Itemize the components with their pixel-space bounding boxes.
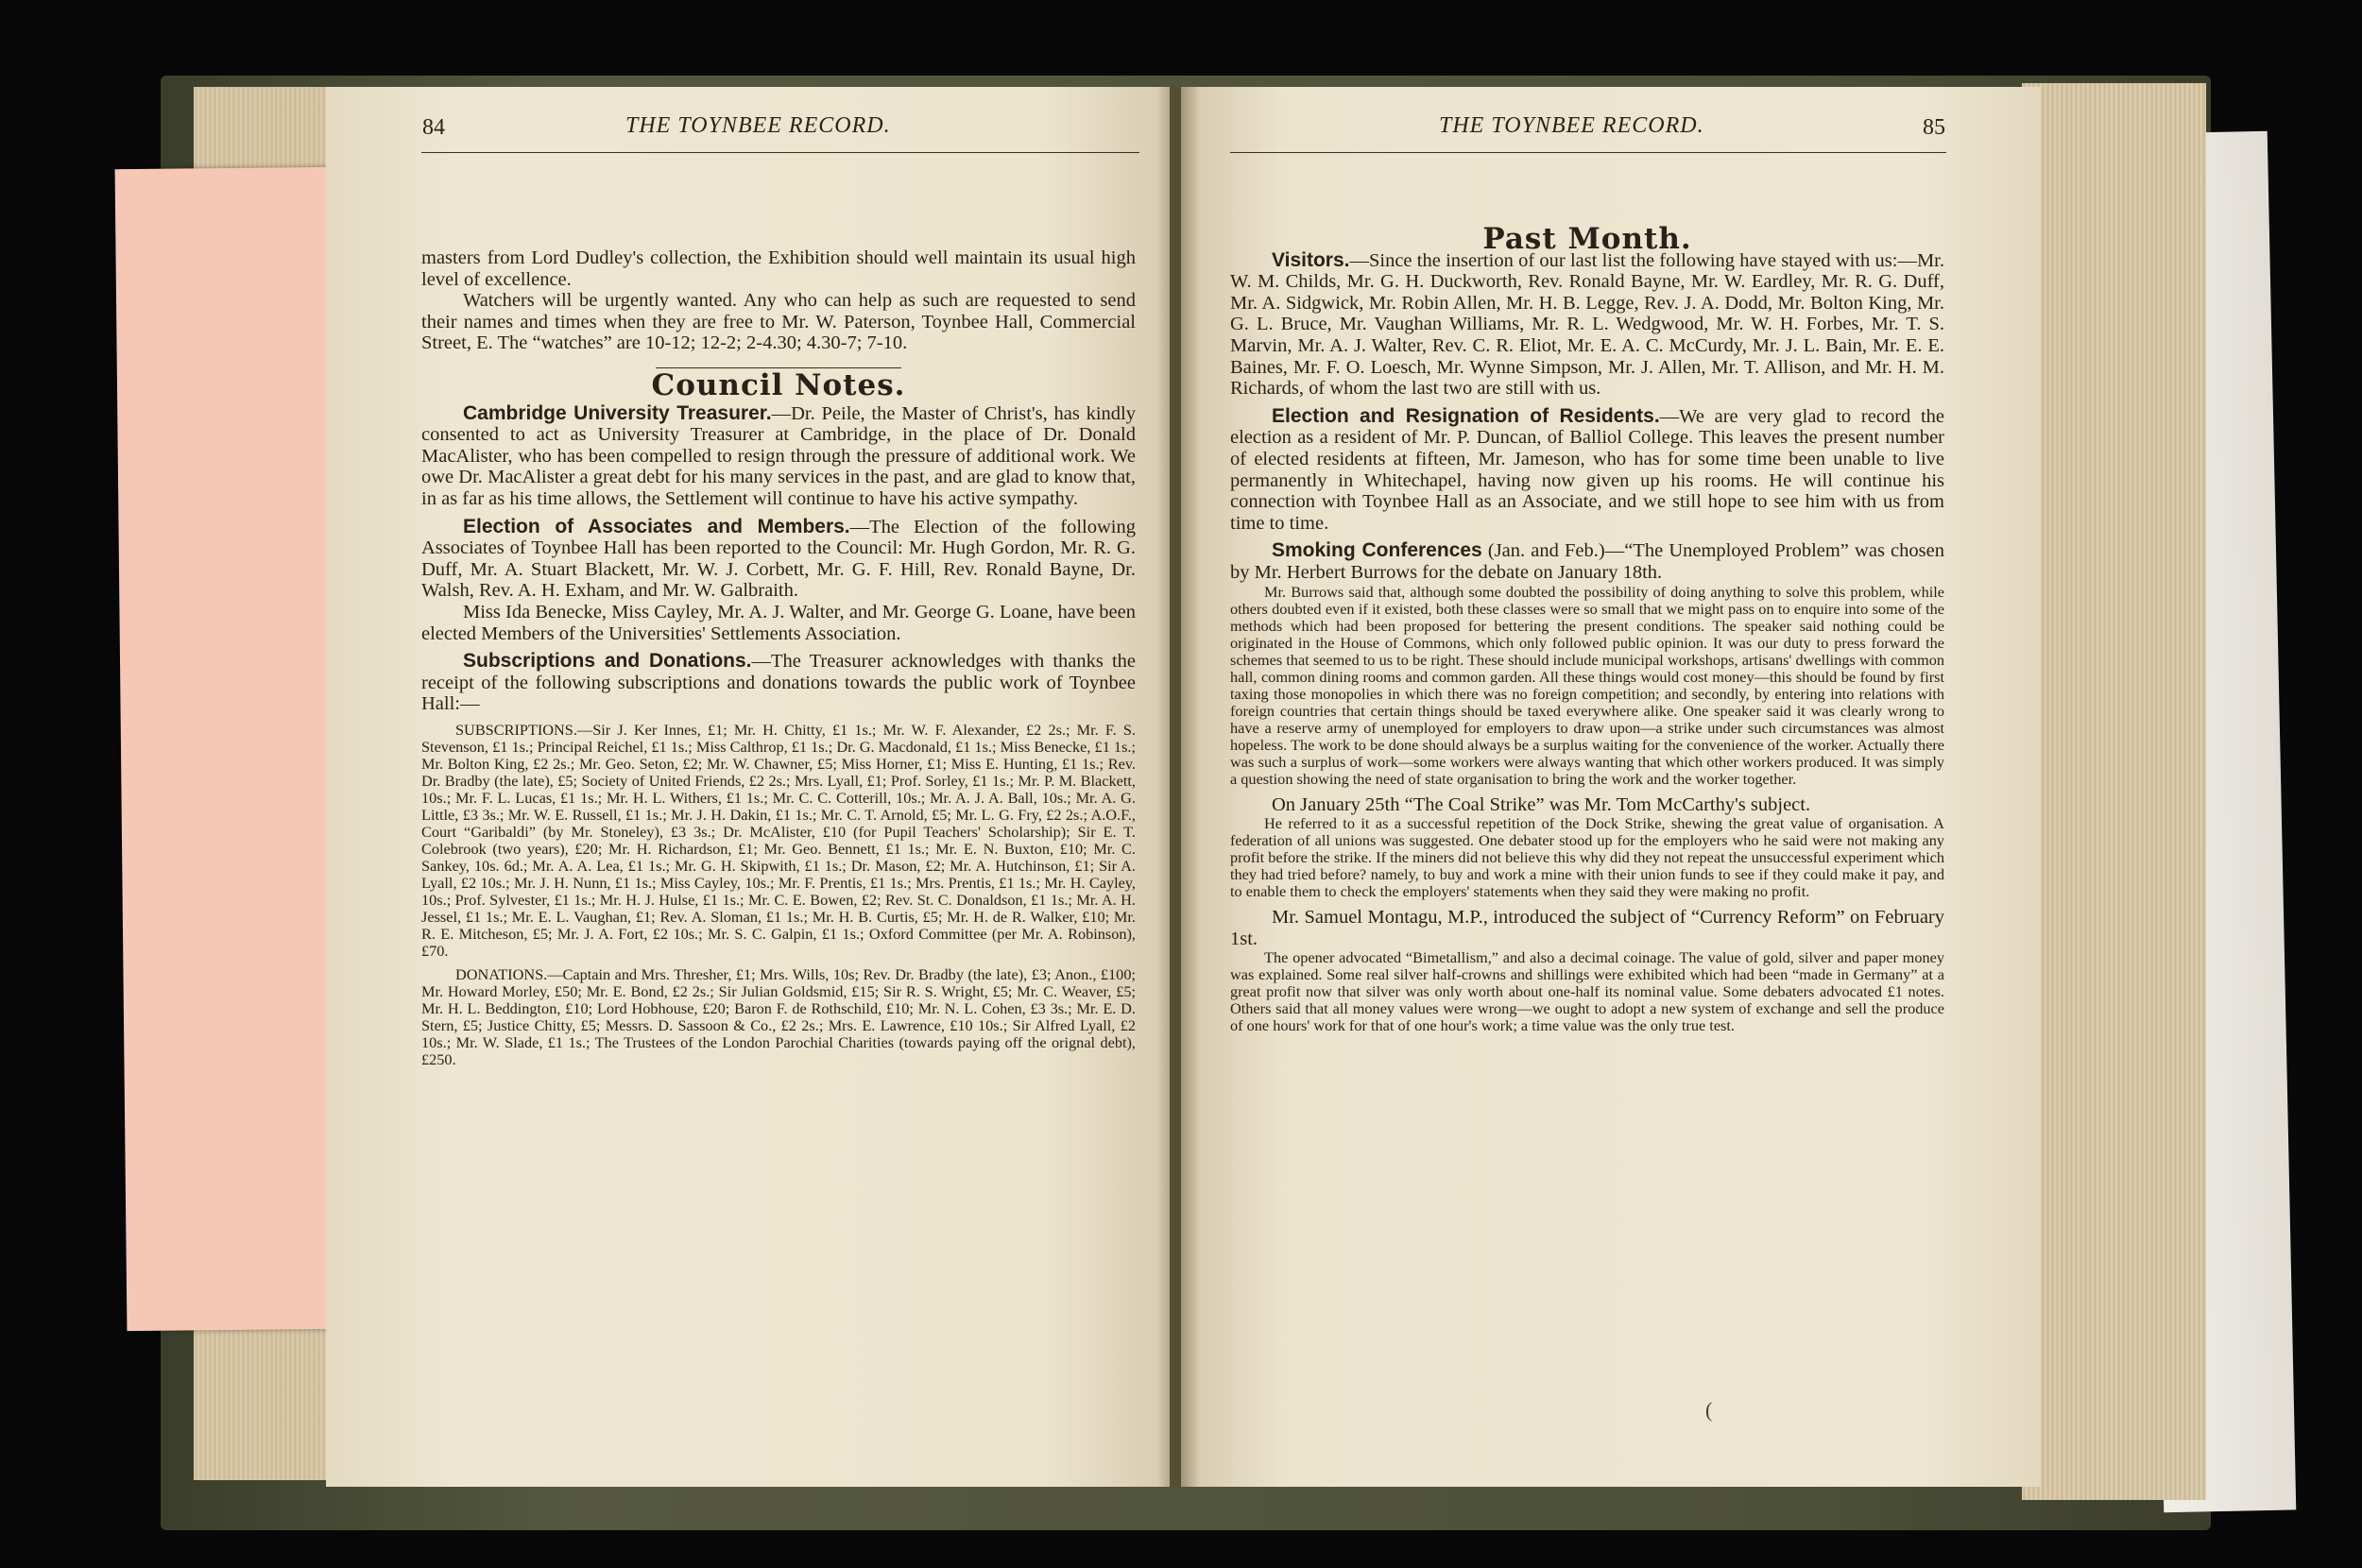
smoking-paragraph xyxy=(1230,540,1944,583)
subscriptions-list: SUBSCRIPTIONS.—Sir J. Ker Innes, £1; Mr. H. Chitty, £1 1s.; Mr. W. F. Alexander, £2 2s.; Mr. F. S. Stevenson, £1 1s.; Principal Reichel, £1 1s.; Miss Calthrop, £1 1s.; Dr. G. Macdonald, £1 1s.; Miss Benecke, £1 1s.; Mr. Bolton King, £2 2s.; Mr. Geo. Seton, £2; Mr. W. Chawner, £5; Miss Horner, £1; Miss E. Hunting, £1 1s.; Rev. Dr. Bradby (the late), £5; Society of United Friends, £2 2s.; Mrs. Lyall, £1; Prof. Sorley, £1 1s.; Mr. P. M. Blackett, 10s.; Mr. F. L. Lucas, £1 1s.; Mr. H. L. Withers, £1 1s.; Mr. C. C. Cotterill, 10s.; Mr. A. J. A. Ball, 10s.; Mr. A. G. Little, £3 3s.; Mr. W. E. Russell, £1 1s.; Mr. J. H. Dakin, £1 1s.; Mr. C. T. Arnold, £5; Mr. L. G. Fry, £2 2s.; A.O.F., Court “Garibaldi” (by Mr. Stoneley), £3 3s.; Dr. McAlister, £10 (for Pupil Teachers' Scholarship); Sir E. T. Colebrook (two years), £20; Mr. H. Richardson, £1; Mr. Geo. Bennett, £1 1s.; Mr. E. N. Buxton, £10; Mr. C. Sankey, 10s. 6d.; Mr. A. A. Lea, £1 1s.; Mr. G. H. Skipwith, £1 1s.; Dr. Mason, £2; Mr. A. Hutchinson, £1; Sir A. Lyall, £2 10s.; Mr. J. H. Nunn, £1 1s.; Miss Cayley, 10s.; Mr. F. Prentis, £1 1s.; Mrs. Prentis, £1 1s.; Mr. H. Cayley, 10s.; Prof. Sylvester, £1 1s.; Mr. H. J. Hulse, £1 1s.; Mr. C. E. Bowen, £2; Rev. St. C. Donaldson, £1 1s.; Mr. A. H. Jessel, £1 1s.; Mr. E. L. Vaughan, £1; Rev. A. Sloman, £1 1s.; Mr. H. B. Curtis, £5; Mr. H. de R. Walker, £10; Mr. R. E. Mitcheson, £5; Mr. J. A. Fort, £2 10s.; Mr. S. C. Galpin, £1 1s.; Oxford Committee (per Mr. A. Robinson), £70. xyxy=(421,720,1136,960)
election-text: —The Election of the following Associates of Toynbee Hall has been reported to the Council: Mr. Hugh Gordon, Mr. R. G. Duff, Mr. A. Stuart Blackett, Mr. W. J. Corbett, Mr. G. F. Hill, Rev. Ronald Bayne, Dr. Walsh, Rev. A. H. Exham, and Mr. W. Galbraith. xyxy=(421,516,1136,602)
visitors-run-in: Visitors. xyxy=(1272,248,1350,271)
cambridge-paragraph xyxy=(421,403,1136,510)
smoking-report: Mr. Burrows said that, although some doubted the possibility of doing anything to solve this problem, while others doubted even if it existed, both these classes were so small that we might pass on to enquire into some of the methods which had been proposed for bettering the present conditions. The speaker said nothing could be originated in the House of Commons, which only followed public opinion. It was our duty to press forward the schemes that seemed to us to be right. These should include municipal workshops, artisans' dwellings with common hall, common dining rooms and common garden. All these things would cost money—this should be found by first taxing those monopolies in which there was no foreign competition; and secondly, by entering into relations with foreign countries that certain things should be taxed everywhere alike. One speaker said it was clearly wrong to have a reserve army of unemployed for employers to draw upon—a strike under such circumstances was almost hopeless. The work to be done should always be a surplus waiting for the convenience of the worker. Actually there was such a surplus of work—some workers were always wanting that which other workers produced. It was simply a question showing the need of state organisation to bring the work and the worker together. xyxy=(1230,582,1944,788)
election-paragraph xyxy=(421,517,1136,602)
right-column xyxy=(1230,222,1944,1035)
pencil-mark: ( xyxy=(1705,1398,1713,1422)
coal-strike-report: He referred to it as a successful repetition of the Dock Strike, shewing the great value of organisation. A federation of all unions was suggested. One debater stood up for the employers who he said were not making any profit before the strike. If the miners did not believe this why did they not repeat the unsuccessful experiment which they had tried before? namely, to buy and work a mine with their union funds to see if they could make it pay, and to enable them to check the employers' statements when they said they were making no profit. xyxy=(1230,814,1944,901)
members-paragraph: Miss Ida Benecke, Miss Cayley, Mr. A. J. Walter, and Mr. George G. Loane, have been elected Members of the Universities' Settlements Association. xyxy=(421,601,1136,644)
visitors-text: —Since the insertion of our last list the following have stayed with us:—Mr. W. M. Childs, Mr. G. H. Duckworth, Rev. Ronald Bayne, Mr. W. Eardley, Mr. R. G. Duff, Mr. A. Sidgwick, Mr. Robin Allen, Mr. H. B. Legge, Rev. J. A. Dodd, Mr. Bolton King, Mr. G. L. Bruce, Mr. Vaughan Williams, Mr. R. L. Wedgwood, Mr. W. H. Forbes, Mr. T. S. Marvin, Mr. A. J. Walter, Rev. C. R. Eliot, Mr. E. A. C. McCurdy, Mr. J. L. Bain, Mr. E. E. Baines, Mr. F. O. Loesch, Mr. Wynne Simpson, Mr. J. Allen, Mr. T. Allison, and Mr. H. M. Richards, of whom the last two are still with us. xyxy=(1230,249,1944,400)
intro-paragraph-2: Watchers will be urgently wanted. Any who can help as such are requested to send their names and times when they are free to Mr. W. Paterson, Toynbee Hall, Commercial Street, E. The “watches” are 10-12; 12-2; 2-4.30; 4.30-7; 7-10. xyxy=(421,290,1136,354)
residents-text: —We are very glad to record the election as a resident of Mr. P. Duncan, of Balliol College. This leaves the present number of elected residents at fifteen, Mr. Jameson, who has for some time been unable to live permanently in Whitechapel, having now given up his rooms. He will continue his connection with Toynbee Hall as an Associate, and we still hope to see him with us from time to time. xyxy=(1230,405,1944,534)
right-head-rule xyxy=(1230,152,1946,153)
past-month-heading: Past Month. xyxy=(1482,222,1692,256)
right-running-title: THE TOYNBEE RECORD. xyxy=(1439,113,1704,138)
book-gutter xyxy=(1157,87,1200,1487)
page-edges-right xyxy=(2022,83,2206,1500)
smoking-run-in: Smoking Conferences xyxy=(1272,539,1482,562)
cambridge-text: —Dr. Peile, the Master of Christ's, has kindly consented to act as University Treasurer at Cambridge, in the place of Dr. Donald MacAlister, who has been compelled to resign through the pressure of additional work. We owe Dr. MacAlister a great debt for his many services in the past, and are glad to know that, in as far as his time allows, the Settlement will continue to have his active sympathy. xyxy=(421,402,1137,509)
cambridge-run-in: Cambridge University Treasurer. xyxy=(463,401,772,424)
council-notes-heading: Council Notes. xyxy=(651,367,906,402)
pink-bookmark-slip xyxy=(115,167,345,1331)
smoking-text: (Jan. and Feb.)—“The Unemployed Problem” was chosen by Mr. Herbert Burrows for the debate on January 18th. xyxy=(1230,540,1944,583)
currency-paragraph: Mr. Samuel Montagu, M.P., introduced the subject of “Currency Reform” on February 1st. xyxy=(1230,907,1944,949)
currency-report: The opener advocated “Bimetallism,” and also a decimal coinage. The value of gold, silver and paper money was explained. Some real silver half-crowns and shillings were exhibited which had been “made in Germany” at a great profit now that silver was only worth about one-half its nominal value. Some debaters advocated £1 notes. Others said that all money values were wrong—we ought to adopt a new system of exchange and sell the produce of one hours' work for that of one hour's work; a time value was the only true test. xyxy=(1230,948,1944,1035)
subscriptions-text: —The Treasurer acknowledges with thanks the receipt of the following subscriptions and donations towards the public work of Toynbee Hall:— xyxy=(421,651,1136,715)
left-running-title: THE TOYNBEE RECORD. xyxy=(625,113,891,138)
left-page-number: 84 xyxy=(422,115,445,140)
donations-list: DONATIONS.—Captain and Mrs. Thresher, £1; Mrs. Wills, 10s; Rev. Dr. Bradby (the late), £3; Anon., £100; Mr. Howard Morley, £50; Mr. E. Bond, £2 2s.; Sir Julian Goldsmid, £15; Sir R. S. Wright, £5; Mr. C. Weaver, £5; Mr. H. L. Beddington, £10; Lord Hobhouse, £20; Baron F. de Rothschild, £10; Mr. N. L. Cohen, £3 3s.; Mr. E. D. Stern, £5; Justice Chitty, £5; Messrs. D. Sassoon & Co., £2 2s.; Mrs. E. Lawrence, £10 10s.; Sir Alfred Lyall, £2 10s.; Mr. W. Slade, £1 1s.; The Trustees of the London Parochial Charities (towards paying off the orignal debt), £250. xyxy=(421,964,1136,1068)
coal-strike-paragraph: On January 25th “The Coal Strike” was Mr. Tom McCarthy's subject. xyxy=(1272,793,1811,815)
right-page-number: 85 xyxy=(1923,115,1945,140)
residents-run-in: Election and Resignation of Residents. xyxy=(1272,404,1660,427)
intro-paragraph-1: masters from Lord Dudley's collection, the Exhibition should well maintain its usual high level of excellence. xyxy=(421,247,1136,290)
left-column xyxy=(421,247,1136,1068)
subscriptions-paragraph xyxy=(421,651,1136,715)
left-head-rule xyxy=(421,152,1139,153)
subscriptions-run-in: Subscriptions and Donations. xyxy=(463,650,752,673)
visitors-paragraph xyxy=(1230,250,1944,400)
residents-paragraph xyxy=(1230,406,1944,535)
election-run-in: Election of Associates and Members. xyxy=(463,515,850,537)
